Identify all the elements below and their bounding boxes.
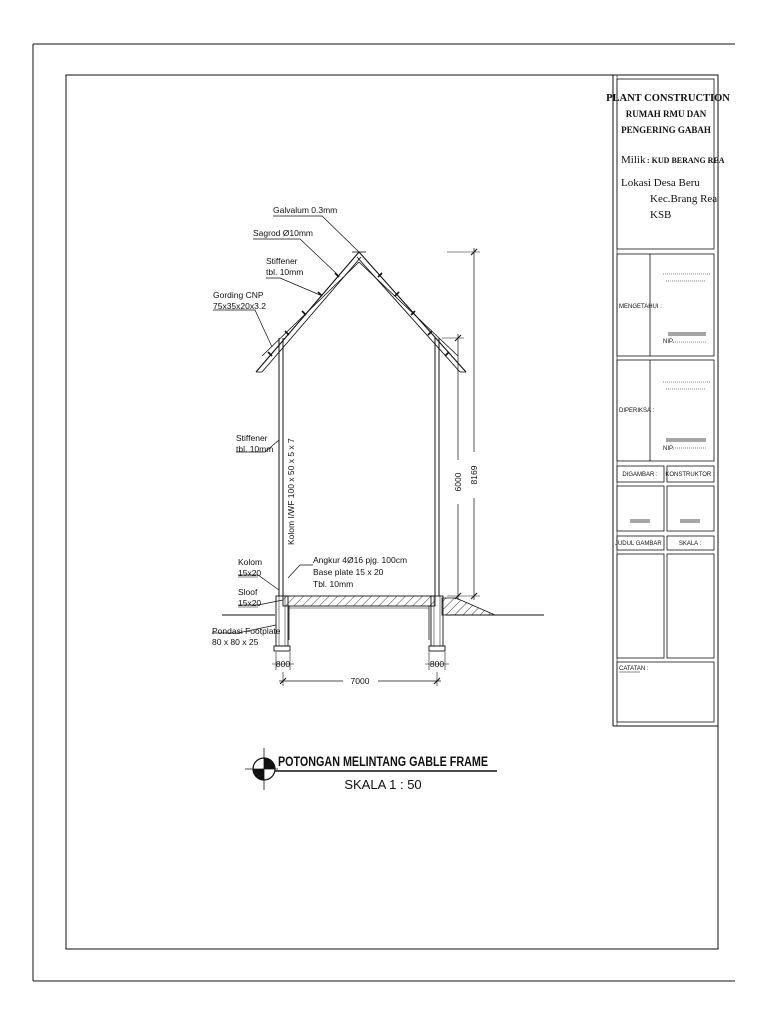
- right-footing: [429, 596, 445, 651]
- title-block: [606, 75, 730, 726]
- footing-dimensions: [272, 652, 449, 670]
- height-dimension-8169: [447, 248, 480, 600]
- mengetahui-nip: NIP.: [663, 339, 674, 345]
- caption-title: POTONGAN MELINTANG GABLE FRAME: [278, 754, 488, 769]
- project-title-line-2: RUMAH RMU DAN: [625, 109, 707, 119]
- floor-slab: [283, 596, 435, 640]
- kolom-wf-label: Kolom I/WF 100 x 50 x 5 x 7: [286, 438, 296, 545]
- stiffener-top-label-1: Stiffener: [266, 256, 298, 266]
- kolom-label-2: 15x20: [238, 568, 262, 578]
- angkur-label: Angkur 4Ø16 pjg. 100cm: [313, 555, 408, 565]
- stiffener-top-label-2: tbl. 10mm: [266, 267, 304, 277]
- galvalum-label: Galvalum 0.3mm: [273, 205, 338, 215]
- gording-label-2: 75x35x20x3.2: [213, 301, 266, 311]
- mengetahui-label: MENGETAHUI :: [619, 304, 662, 310]
- pondasi-label-2: 80 x 80 x 25: [212, 637, 259, 647]
- catatan-label: CATATAN :: [619, 666, 649, 672]
- kolom-label-1: Kolom: [238, 557, 263, 567]
- right-column: [435, 338, 439, 596]
- left-column: [279, 338, 283, 596]
- drawing-caption: [245, 748, 497, 792]
- location-line-2: Kec.Brang Rea: [650, 193, 718, 205]
- digambar-label: DIGAMBAR :: [622, 472, 658, 478]
- caption-scale: SKALA 1 : 50: [344, 777, 422, 792]
- dimension-6000: 6000: [453, 472, 463, 492]
- judul-gambar-label: JUDUL GAMBAR :: [614, 541, 666, 547]
- project-title-line-3: PENGERING GABAH: [621, 125, 711, 135]
- stiffener-mid-label-1: Stiffener: [236, 433, 268, 443]
- owner-value: : KUD BERANG REA: [647, 156, 725, 165]
- left-footing: [274, 596, 290, 651]
- location-line-3: KSB: [650, 209, 672, 221]
- gable-frame-section: [212, 205, 544, 686]
- pondasi-label-1: Pondasi Footplate: [212, 626, 281, 636]
- gording-label-1: Gording CNP: [213, 290, 264, 300]
- section-marker-icon: [245, 748, 278, 790]
- stiffener-mid-label-2: tbl. 10mm: [236, 444, 274, 454]
- skala-label: SKALA :: [678, 541, 702, 547]
- dimension-footing-right: 800: [429, 659, 445, 669]
- dimension-7000: 7000: [350, 676, 370, 686]
- base-plate-label: Base plate 15 x 20: [313, 567, 384, 577]
- tbl-label: Tbl. 10mm: [313, 579, 354, 589]
- dimension-footing-left: 800: [275, 659, 291, 669]
- height-dimension-6000: [442, 334, 464, 600]
- drawing-border: [66, 75, 718, 949]
- span-dimension: [279, 672, 441, 686]
- dimension-8169: 8169: [469, 465, 479, 485]
- location-label: Lokasi: [621, 177, 651, 189]
- project-title-line-1: PLANT CONSTRUCTION: [606, 93, 730, 104]
- konstruktor-label: KONSTRUKTOR :: [665, 472, 715, 478]
- sagrod-label: Sagrod Ø10mm: [253, 228, 313, 238]
- diperiksa-label: DIPERIKSA :: [619, 408, 655, 414]
- location-line-1: : Desa Beru: [648, 177, 700, 189]
- owner-label: Milik: [621, 154, 646, 166]
- sloof-label-1: Sloof: [238, 587, 258, 597]
- sloof-label-2: 15x20: [238, 598, 262, 608]
- diperiksa-nip: NIP.: [663, 446, 674, 452]
